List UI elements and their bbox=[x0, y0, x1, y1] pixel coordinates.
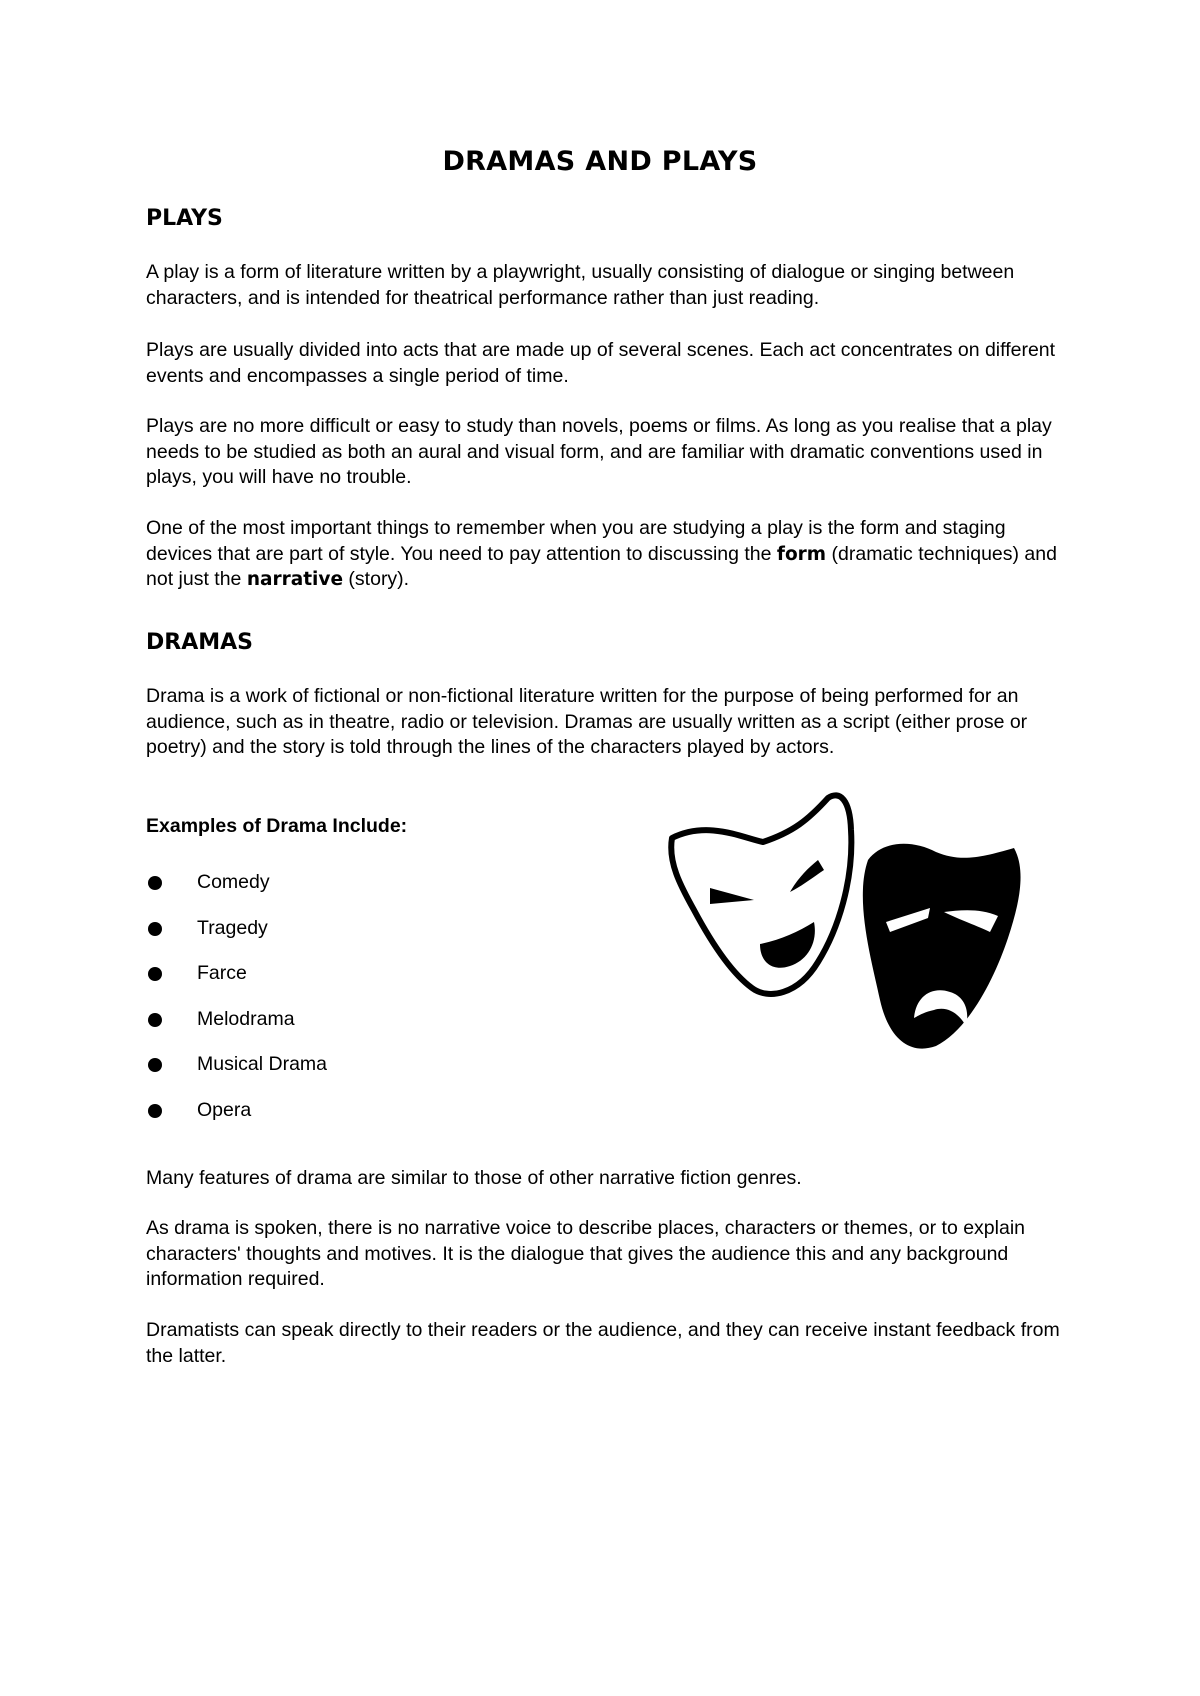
list-item bbox=[146, 961, 566, 1007]
bullet-icon bbox=[148, 1104, 162, 1118]
plays-p4-text-3: (story). bbox=[343, 568, 410, 590]
page-title: DRAMAS AND PLAYS bbox=[442, 146, 758, 177]
plays-heading: PLAYS bbox=[146, 206, 223, 231]
list-item-label: Comedy bbox=[197, 871, 270, 893]
list-item bbox=[146, 870, 566, 916]
list-item-label: Musical Drama bbox=[197, 1053, 328, 1076]
list-item-label: Farce bbox=[197, 962, 247, 985]
list-item-label: Tragedy bbox=[197, 916, 268, 939]
plays-p4-bold-form: form bbox=[776, 543, 827, 565]
plays-p4-text-1: One of the most important things to remember when you are studying a play is the form and staging devices that are part of style. You need to pay attention to discussing the bbox=[146, 517, 1006, 565]
plays-paragraph-3: Plays are no more difficult or easy to study than novels, poems or films. As long as you realise that a play needs to be studied as both an aural and visual form, and are familiar with dramatic conventions used in plays, you will have no trouble. bbox=[146, 415, 1052, 488]
dramas-paragraph-4: Dramatists can speak directly to their readers or the audience, and they can receive instant feedback from the latter. bbox=[146, 1319, 1060, 1367]
bullet-icon bbox=[148, 967, 162, 981]
bullet-icon bbox=[148, 876, 162, 890]
dramas-heading: DRAMAS bbox=[146, 630, 253, 655]
list-item bbox=[146, 1098, 566, 1144]
list-item bbox=[146, 1007, 566, 1053]
list-item bbox=[146, 916, 566, 962]
examples-list bbox=[146, 870, 566, 1144]
bullet-icon bbox=[148, 1058, 162, 1072]
bullet-icon bbox=[148, 922, 162, 936]
dramas-paragraph-1: Drama is a work of fictional or non-fictional literature written for the purpose of being performed for an audience, such as in theatre, radio or television. Dramas are usually written as a script (either prose or poetry) and the story is told through the lines of the characters played by actors. bbox=[146, 685, 1028, 758]
list-item-label: Melodrama bbox=[197, 1007, 295, 1030]
tragedy-mask-icon bbox=[863, 844, 1021, 1049]
examples-heading: Examples of Drama Include: bbox=[146, 815, 408, 837]
plays-p4-bold-narrative: narrative bbox=[246, 569, 344, 590]
bullet-icon bbox=[148, 1013, 162, 1027]
list-item-label: Opera bbox=[197, 1098, 252, 1121]
comedy-tragedy-masks-icon bbox=[668, 790, 1028, 1050]
dramas-paragraph-3: As drama is spoken, there is no narrative voice to describe places, characters or themes, or to explain characters' thoughts and motives. It is the dialogue that gives the audience this and any background information required. bbox=[146, 1217, 1026, 1290]
dramas-paragraph-2: Many features of drama are similar to those of other narrative fiction genres. bbox=[146, 1167, 802, 1189]
plays-p4-text-2: (dramatic techniques) and not just the bbox=[146, 542, 1057, 590]
plays-paragraph-4 bbox=[146, 516, 1066, 593]
list-item bbox=[146, 1052, 566, 1098]
plays-paragraph-2: Plays are usually divided into acts that are made up of several scenes. Each act concentrates on different events and encompasses a single period of time. bbox=[146, 339, 1056, 387]
plays-paragraph-1: A play is a form of literature written by a playwright, usually consisting of dialogue or singing between characters, and is intended for theatrical performance rather than just reading. bbox=[146, 261, 1015, 309]
comedy-mask-icon bbox=[671, 795, 851, 994]
